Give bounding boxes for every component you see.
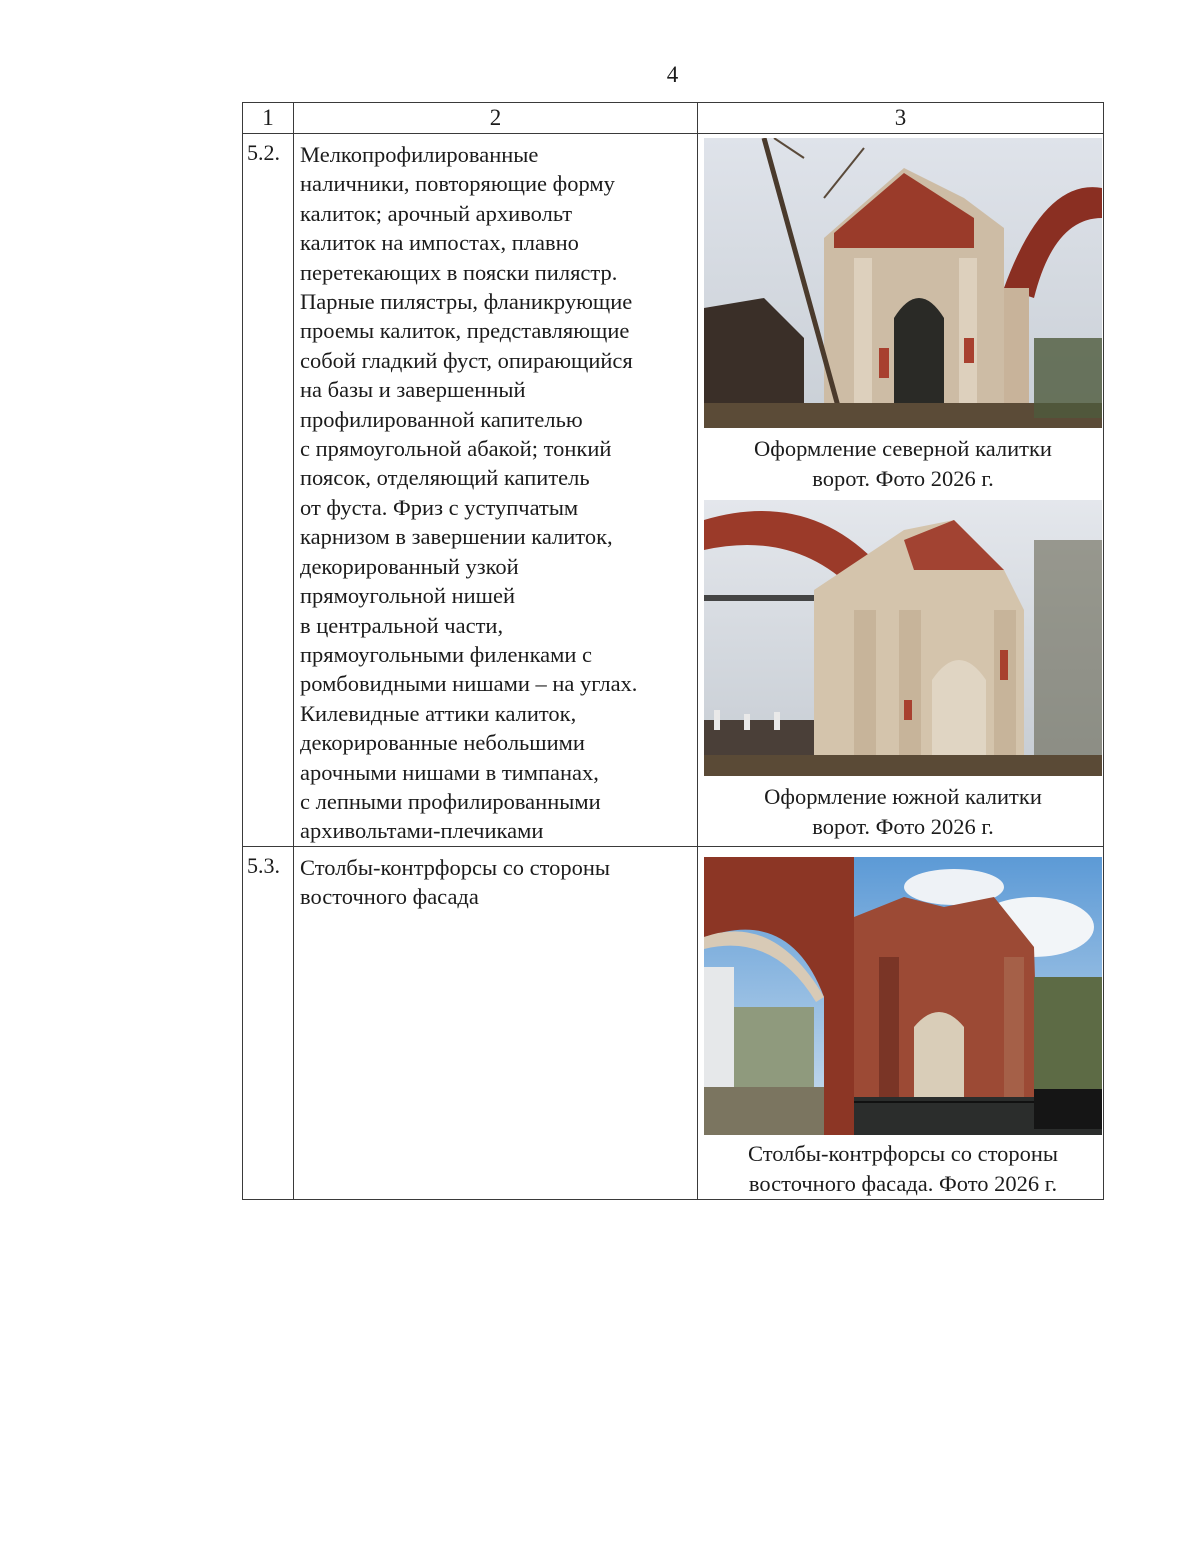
row-description [294, 846, 698, 1199]
row-number: 5.3. [243, 846, 294, 1199]
description-line: Мелкопрофилированные [300, 142, 539, 167]
photo-figure [704, 138, 1102, 494]
description-line: собой гладкий фуст, опирающийся [300, 347, 633, 373]
photo-caption [704, 782, 1102, 842]
description-line: карнизом в завершении калиток, [300, 524, 613, 550]
description-line: в центральной части, [300, 612, 504, 638]
caption-line: ворот. Фото 2026 г. [812, 814, 994, 839]
description-line: наличники, повторяющие форму [300, 171, 615, 197]
description-line: прямоугольной нишей [300, 583, 516, 609]
row-description [294, 134, 698, 847]
caption-line: ворот. Фото 2026 г. [812, 466, 994, 491]
description-line: декорированные небольшими [300, 730, 585, 756]
photo-figure [704, 500, 1102, 842]
header-col-2: 2 [294, 103, 698, 134]
description-line: перетекающих в пояски пилястр. [300, 259, 618, 285]
header-col-3: 3 [698, 103, 1104, 134]
description-line: проемы калиток, представляющие [300, 318, 630, 344]
description-line: Килевидные аттики калиток, [300, 700, 577, 726]
description-line: поясок, отделяющий капитель [300, 465, 590, 491]
caption-line: Оформление южной калитки [764, 784, 1042, 809]
buttress-photo [704, 857, 1102, 1135]
caption-line: восточного фасада. Фото 2026 г. [748, 1170, 1058, 1196]
description-line: от фуста. Фриз с уступчатым [300, 494, 579, 520]
description-line: профилированной капителью [300, 406, 583, 432]
table-header-row [243, 103, 1104, 134]
description-line: с прямоугольной абакой; тонкий [300, 436, 612, 462]
photo-caption [704, 1139, 1102, 1199]
photo-caption [704, 434, 1102, 494]
row-photos [698, 134, 1104, 847]
description-line: Парные пилястры, фланикрующие [300, 289, 633, 315]
description-line: Столбы-контрфорсы со стороны [300, 854, 611, 880]
description-line: калиток на импостах, плавно [300, 230, 579, 256]
header-col-1: 1 [243, 103, 294, 134]
south-gate-photo [704, 500, 1102, 776]
description-line: арочными нишами в тимпанах, [300, 759, 599, 785]
objects-table [242, 102, 1104, 1200]
description-line: восточного фасада [300, 884, 479, 910]
description-line: на базы и завершенный [300, 377, 526, 403]
caption-line: Оформление северной калитки [754, 436, 1052, 461]
row-number: 5.2. [243, 134, 294, 847]
description-line: калиток; арочный архивольт [300, 200, 573, 226]
north-gate-photo [704, 138, 1102, 428]
table-row [243, 134, 1104, 847]
row-photos [698, 846, 1104, 1199]
caption-line: Столбы-контрфорсы со стороны [747, 1140, 1059, 1166]
description-line: с лепными профилированными [300, 788, 601, 814]
page-number: 4 [666, 62, 679, 87]
description-line: архивольтами-плечиками [300, 818, 544, 844]
description-line: декорированный узкой [300, 553, 519, 579]
description-line: прямоугольными филенками с [300, 641, 593, 667]
table-row [243, 846, 1104, 1199]
description-line: ромбовидными нишами – на углах. [300, 671, 638, 697]
photo-figure [704, 857, 1102, 1199]
